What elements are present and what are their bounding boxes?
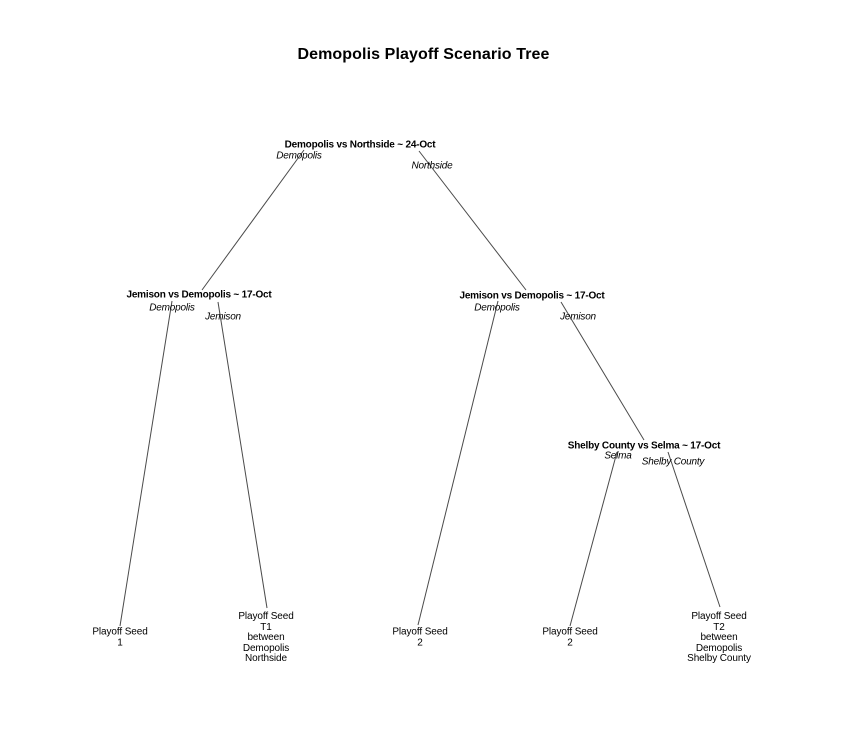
- branch-root-northside: Northside: [411, 160, 453, 172]
- node-line: between: [247, 631, 285, 643]
- node-line: Playoff Seed: [691, 610, 747, 622]
- branch-left-jemison: Jemison: [205, 311, 241, 323]
- node-line: Playoff Seed: [238, 610, 294, 622]
- figure-title: Demopolis Playoff Scenario Tree: [297, 46, 550, 63]
- leaf-playoff-seed-t1: [238, 612, 293, 665]
- edge-right-to-shelby: [561, 302, 644, 440]
- node-line: T1: [260, 621, 272, 633]
- node-line: Jemison vs Demopolis ~ 17-Oct: [459, 290, 605, 302]
- node-line: T2: [713, 621, 725, 633]
- leaf-playoff-seed-2b: [542, 628, 597, 649]
- match-jemison-demopolis-left: [126, 290, 271, 301]
- node-line: Demopolis: [695, 642, 743, 654]
- branch-root-demopolis: Demopolis: [276, 150, 322, 162]
- match-shelby-county-selma: [568, 441, 720, 452]
- node-line: Playoff Seed: [542, 626, 598, 638]
- node-line: 2: [567, 637, 573, 648]
- edge-root-to-right: [419, 151, 526, 290]
- edge-left-to-seed1: [120, 301, 172, 626]
- node-line: Shelby County: [687, 652, 751, 664]
- node-line: 2: [417, 637, 423, 648]
- edge-left-to-seedT1: [218, 302, 267, 608]
- edge-shelby-to-seed2b: [570, 452, 617, 626]
- node-line: Demopolis: [242, 642, 290, 654]
- node-line: Northside: [245, 652, 287, 664]
- edge-shelby-to-seedT2: [668, 452, 720, 607]
- leaf-playoff-seed-2a: [392, 628, 447, 649]
- node-line: Playoff Seed: [392, 626, 448, 638]
- node-line: between: [700, 631, 738, 643]
- node-line: Jemison vs Demopolis ~ 17-Oct: [126, 289, 272, 301]
- node-line: Playoff Seed: [92, 626, 148, 638]
- edge-root-to-left: [202, 150, 304, 290]
- match-jemison-demopolis-right: [459, 291, 604, 302]
- edge-right-to-seed2a: [418, 301, 498, 625]
- leaf-playoff-seed-t2: [687, 612, 751, 665]
- node-line: 1: [117, 637, 123, 648]
- leaf-playoff-seed-1: [92, 628, 147, 649]
- node-line: Shelby County vs Selma ~ 17-Oct: [567, 440, 721, 452]
- match-demopolis-northside: [285, 140, 436, 151]
- branch-left-demopolis: Demopolis: [149, 302, 195, 314]
- branch-shelby-county: Shelby County: [641, 456, 705, 468]
- branch-right-jemison: Jemison: [560, 311, 596, 323]
- node-line: Demopolis vs Northside ~ 24-Oct: [284, 139, 436, 151]
- branch-shelby-selma: Selma: [604, 450, 632, 462]
- branch-right-demopolis: Demopolis: [474, 302, 520, 314]
